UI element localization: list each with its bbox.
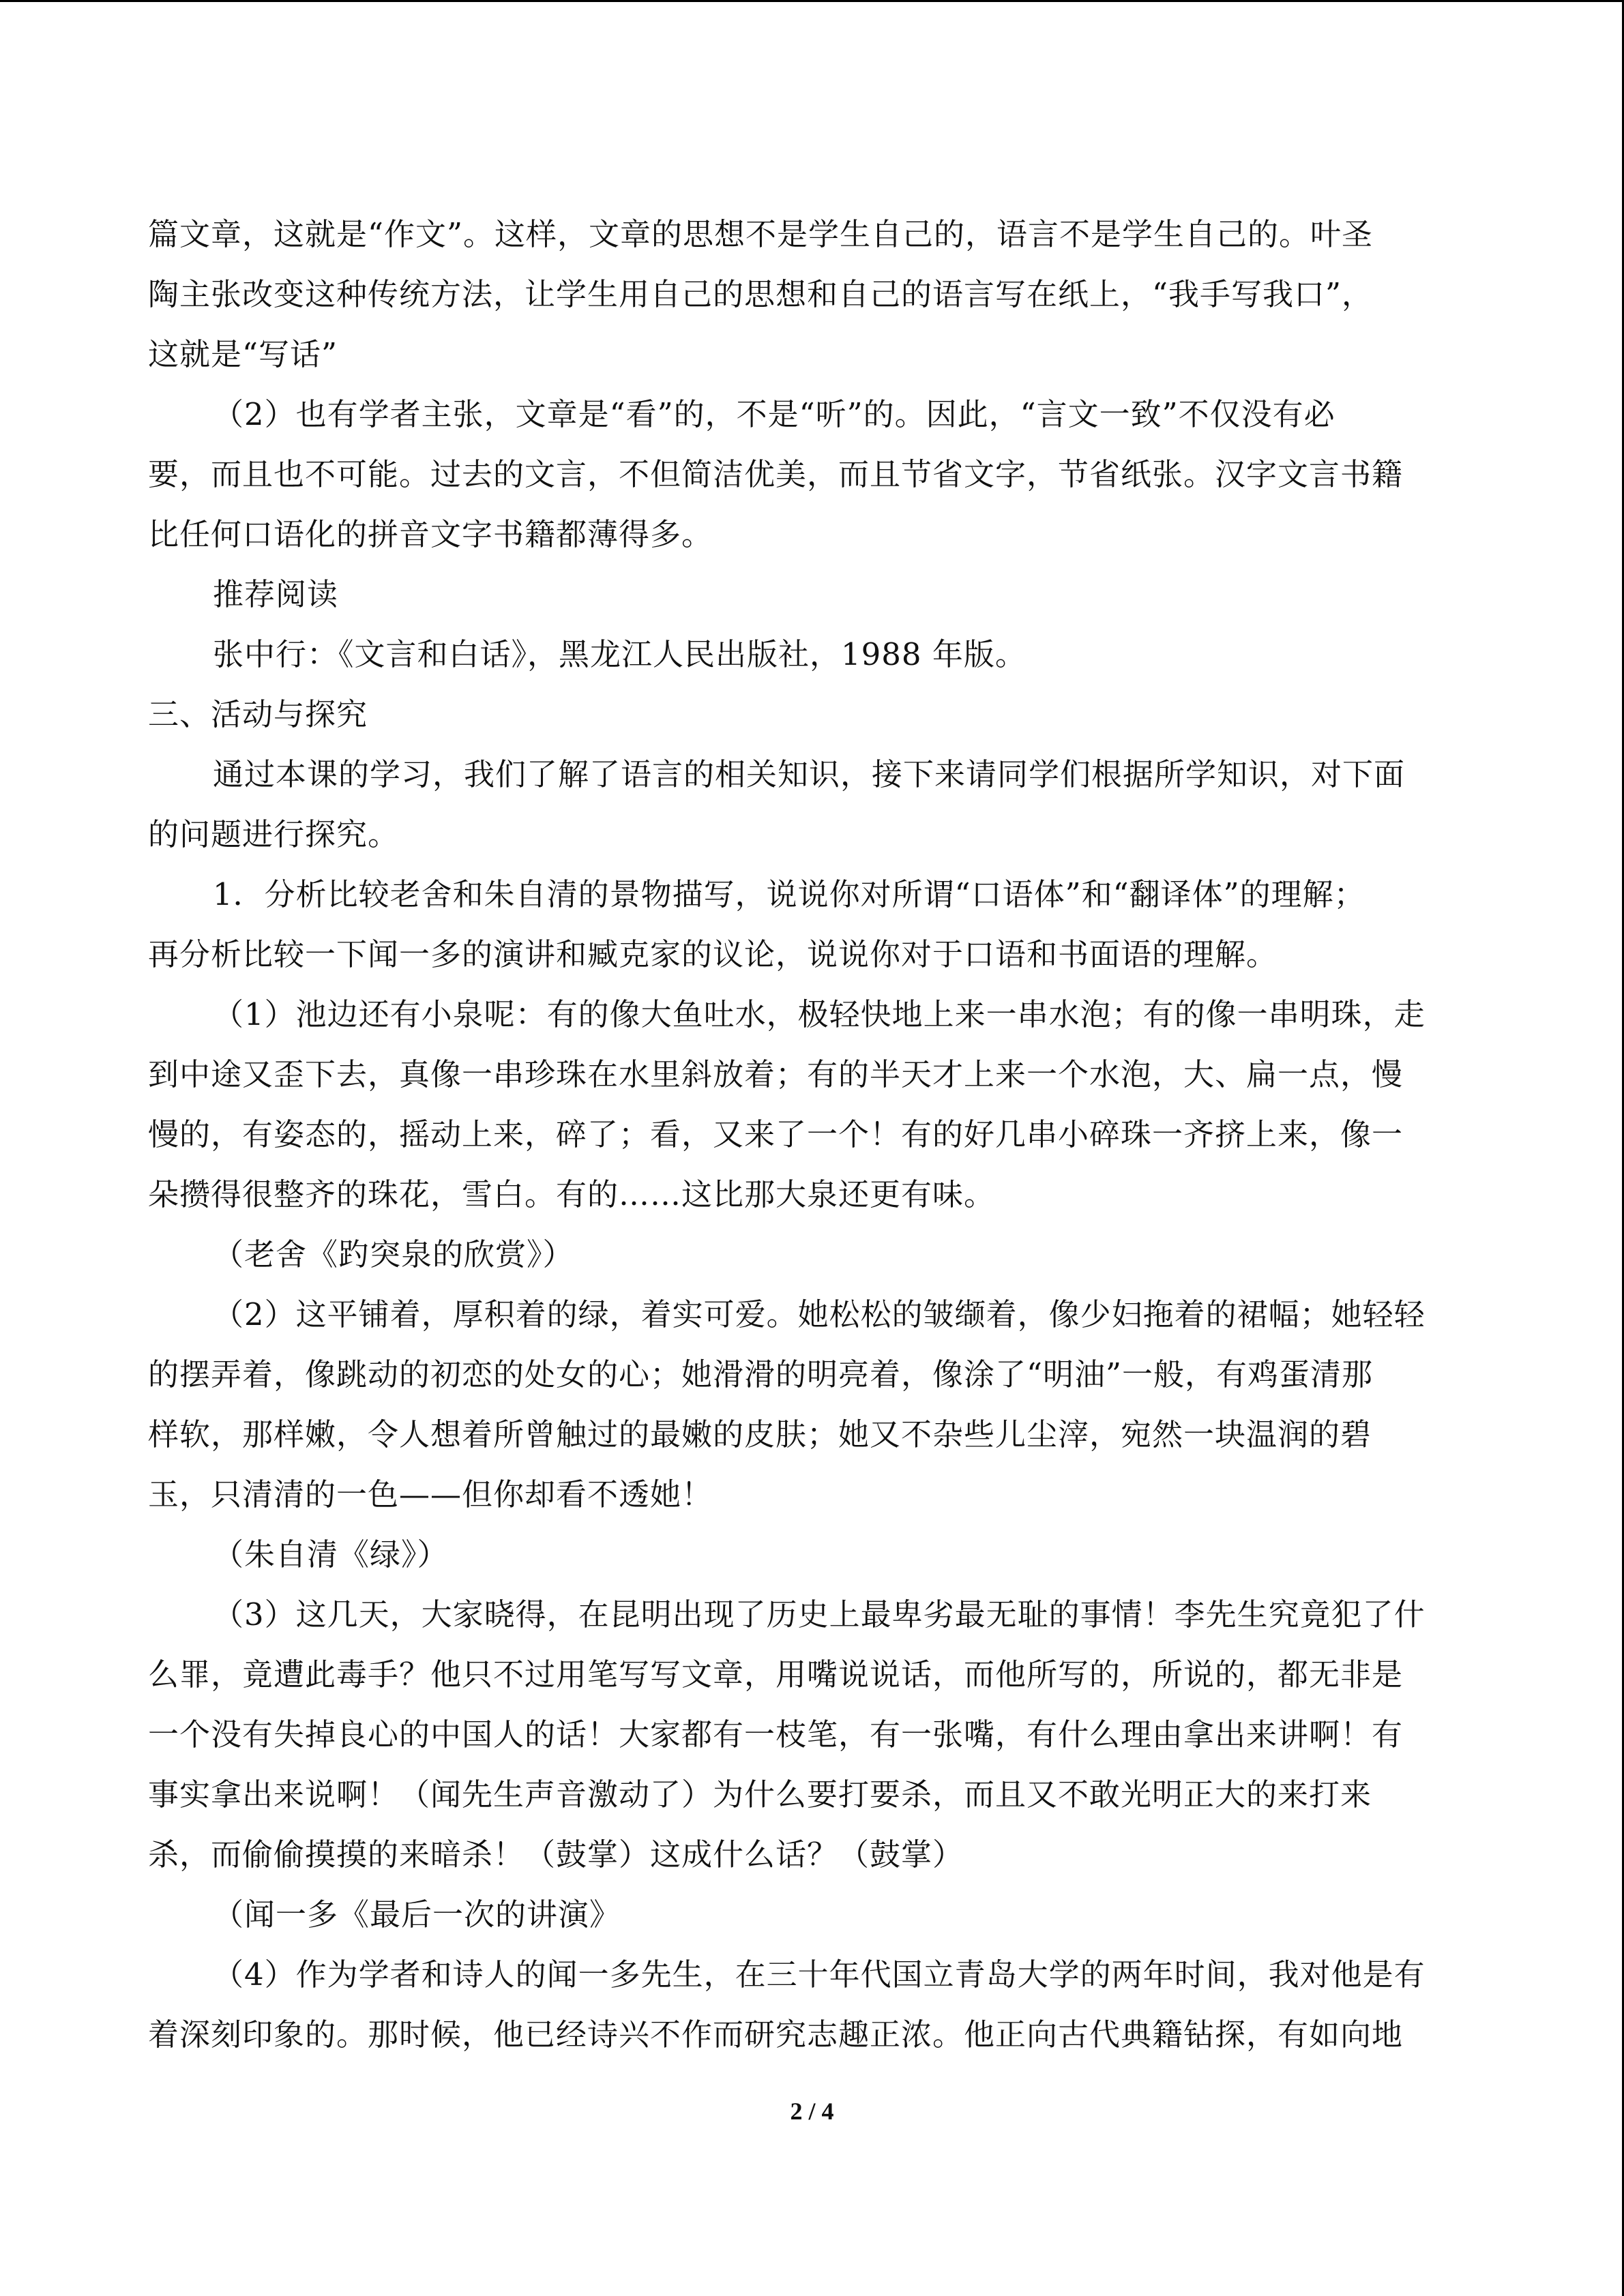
text-line: 的问题进行探究。 bbox=[148, 816, 400, 852]
text-line: 张中行：《文言和白话》，黑龙江人民出版社，1988 年版。 bbox=[213, 636, 1027, 672]
text-line: 要，而且也不可能。过去的文言，不但简洁优美，而且节省文字，节省纸张。汉字文言书籍 bbox=[148, 456, 1404, 492]
text-line: 事实拿出来说啊！（闻先生声音激动了）为什么要打要杀，而且又不敢光明正大的来打来 bbox=[148, 1776, 1372, 1813]
text-line: 么罪，竟遭此毒手？他只不过用笔写写文章，用嘴说说话，而他所写的，所说的，都无非是 bbox=[148, 1656, 1404, 1693]
text-line: 一个没有失掉良心的中国人的话！大家都有一枝笔，有一张嘴，有什么理由拿出来讲啊！有 bbox=[148, 1716, 1404, 1753]
text-line: 比任何口语化的拼音文字书籍都薄得多。 bbox=[148, 516, 713, 552]
text-line: （1）池边还有小泉呢：有的像大鱼吐水，极轻快地上来一串水泡；有的像一串明珠，走 bbox=[213, 996, 1426, 1032]
text-line: 的摆弄着，像跳动的初恋的处女的心；她滑滑的明亮着，像涂了“明油”一般，有鸡蛋清那 bbox=[148, 1356, 1374, 1392]
text-line: 杀，而偷偷摸摸的来暗杀！（鼓掌）这成什么话？（鼓掌） bbox=[148, 1836, 964, 1873]
text-line: 这就是“写话” bbox=[148, 336, 338, 372]
text-line: （老舍《趵突泉的欣赏》） bbox=[213, 1236, 574, 1272]
text-line: 朵攒得很整齐的珠花，雪白。有的……这比那大泉还更有味。 bbox=[148, 1176, 996, 1212]
text-line: 篇文章，这就是“作文”。这样，文章的思想不是学生自己的，语言不是学生自己的。叶圣 bbox=[148, 216, 1374, 252]
page-number: 2 / 4 bbox=[790, 2098, 834, 2125]
text-line: 推荐阅读 bbox=[213, 576, 339, 612]
text-line: 着深刻印象的。那时候，他已经诗兴不作而研究志趣正浓。他正向古代典籍钻探，有如向地 bbox=[148, 2016, 1404, 2053]
text-line: （2）也有学者主张，文章是“看”的，不是“听”的。因此，“言文一致”不仅没有必 bbox=[213, 396, 1335, 432]
text-line: 1．分析比较老舍和朱自清的景物描写，说说你对所谓“口语体”和“翻译体”的理解； bbox=[213, 876, 1365, 912]
text-line: （2）这平铺着，厚积着的绿，着实可爱。她松松的皱缬着，像少妇拖着的裙幅；她轻轻 bbox=[213, 1296, 1426, 1332]
text-line: 陶主张改变这种传统方法，让学生用自己的思想和自己的语言写在纸上，“我手写我口”， bbox=[148, 276, 1374, 312]
text-line: （闻一多《最后一次的讲演》 bbox=[213, 1896, 621, 1933]
text-line: 样软，那样嫩，令人想着所曾触过的最嫩的皮肤；她又不杂些儿尘滓，宛然一块温润的碧 bbox=[148, 1416, 1372, 1452]
text-line: 玉，只清清的一色——但你却看不透她！ bbox=[148, 1476, 713, 1512]
document-body bbox=[148, 205, 1478, 2065]
page-border-top bbox=[0, 0, 1624, 2]
text-line: （朱自清《绿》） bbox=[213, 1536, 449, 1572]
text-line: 到中途又歪下去，真像一串珍珠在水里斜放着；有的半天才上来一个水泡，大、扁一点，慢 bbox=[148, 1056, 1404, 1092]
text-line: （4）作为学者和诗人的闻一多先生，在三十年代国立青岛大学的两年时间，我对他是有 bbox=[213, 1956, 1426, 1993]
text-line: （3）这几天，大家晓得，在昆明出现了历史上最卑劣最无耻的事情！李先生究竟犯了什 bbox=[213, 1596, 1426, 1632]
text-line: 慢的，有姿态的，摇动上来，碎了；看，又来了一个！有的好几串小碎珠一齐挤上来，像一 bbox=[148, 1116, 1404, 1152]
text-line: 再分析比较一下闻一多的演讲和臧克家的议论，说说你对于口语和书面语的理解。 bbox=[148, 936, 1278, 972]
text-line: 三、活动与探究 bbox=[148, 696, 368, 732]
text-line: 通过本课的学习，我们了解了语言的相关知识，接下来请同学们根据所学知识，对下面 bbox=[213, 756, 1406, 792]
